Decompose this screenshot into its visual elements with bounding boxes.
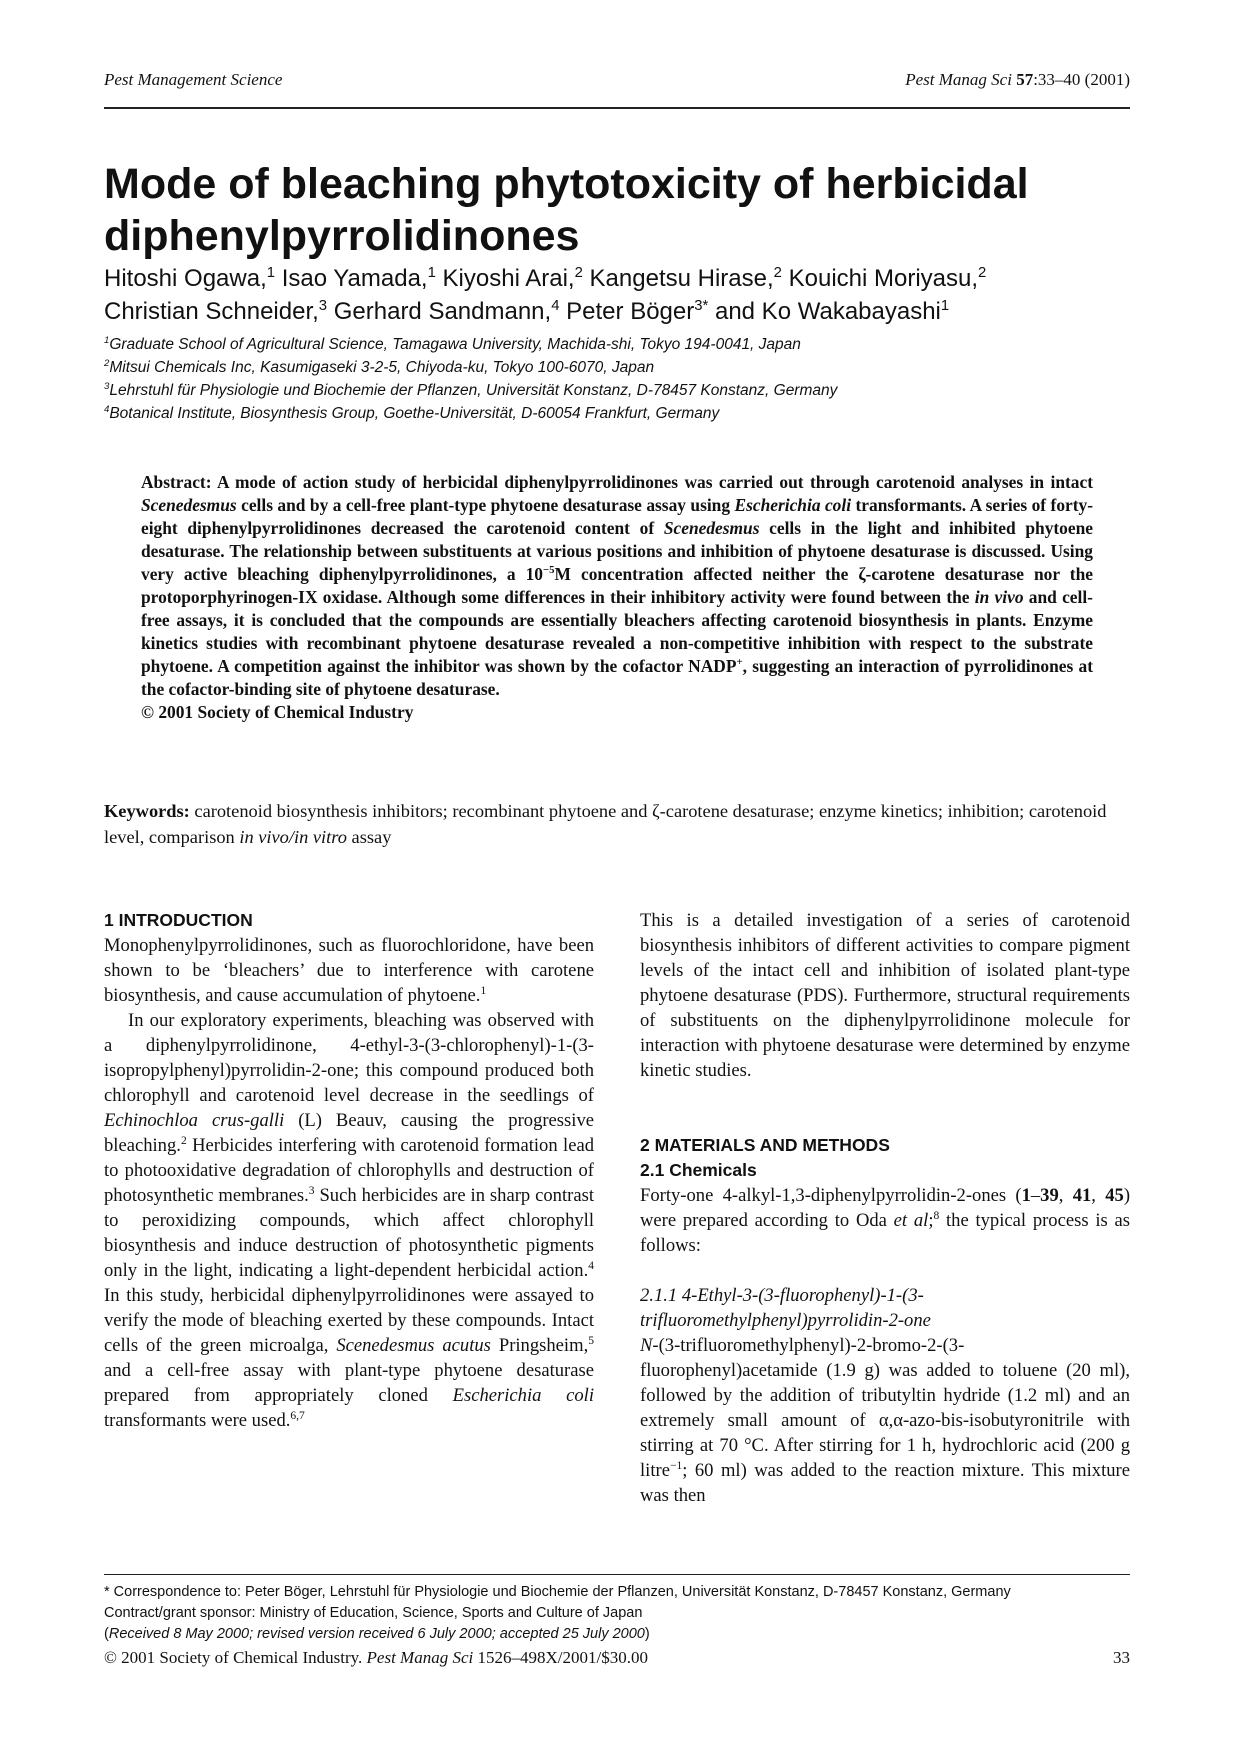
- author: Hitoshi Ogawa,$^1$: [104, 265, 276, 292]
- journal-name: Pest Management Science: [104, 70, 283, 89]
- author: Gerhard Sandmann,$^4$: [333, 298, 560, 325]
- footnotes: [104, 1582, 1130, 1645]
- abstract-copyright: © 2001 Society of Chemical Industry: [141, 702, 414, 722]
- author: Kouichi Moriyasu,$^2$: [788, 265, 987, 292]
- affiliations: [104, 333, 1130, 425]
- author-list: [104, 262, 1130, 328]
- affiliation: $^1$Graduate School of Agricultural Science, Tamagawa University, Machida-shi, Tokyo 194-0041, Japan: [104, 334, 801, 353]
- affiliation: $^2$Mitsui Chemicals Inc, Kasumigaseki 3-2-5, Chiyoda-ku, Tokyo 100-6070, Japan: [104, 357, 655, 376]
- affiliation: $^3$Lehrstuhl für Physiologie und Biochemie der Pflanzen, Universität Konstanz, D-78457 Konstanz, Germany: [104, 380, 838, 399]
- keywords-label: Keywords:: [104, 801, 190, 821]
- affiliation: $^4$Botanical Institute, Biosynthesis Group, Goethe-Universität, D-60054 Frankfurt, Germany: [104, 403, 720, 422]
- left-column: [104, 908, 594, 1433]
- author: Isao Yamada,$^1$: [281, 265, 436, 292]
- abstract-text: Abstract: A mode of action study of herbicidal diphenylpyrrolidinones was carried out through carotenoid analyses in intact Scenedesmus cells and by a cell-free plant-type phytoene desaturase assay using Escherichia coli transformants. A series of forty-eight diphenylpyrrolidinones decreased the carotenoid content of Scenedesmus cells in the light and inhibited phytoene desaturase. The relationship between substituents at various positions and inhibition of phytoene desaturase is discussed. Using very active bleaching diphenylpyrrolidinones, a $10^{-5}M$ concentration affected neither the ζ-carotene desaturase nor the protoporphyrinogen-IX oxidase. Although some differences in their inhibitory activity were found between the in vivo and cell-free assays, it is concluded that the compounds are essentially bleachers affecting carotenoid biosynthesis in plants. Enzyme kinetics studies with recombinant phytoene desaturase revealed a non-competitive inhibition with respect to the substrate phytoene. A competition against the inhibitor was shown by the cofactor NADP+, suggesting an interaction of pyrrolidinones at the cofactor-binding site of phytoene desaturase.: [141, 472, 1094, 699]
- author: Kangetsu Hirase,$^2$: [589, 265, 782, 292]
- author: Kiyoshi Arai,$^2$: [442, 265, 583, 292]
- grant-note: Contract/grant sponsor: Ministry of Education, Science, Sports and Culture of Japan: [104, 1605, 643, 1621]
- correspondence-note: * Correspondence to: Peter Böger, Lehrstuhl für Physiologie und Biochemie der Pflanzen, Universität Konstanz, D-78457 Konstanz, Germany: [104, 1584, 1011, 1600]
- intro-paragraph-1: Monophenylpyrrolidinones, such as fluorochloridone, have been shown to be ‘bleachers’ due to interference with carotene biosynthesis, and cause accumulation of phytoene.$^1$: [104, 935, 594, 1006]
- subsection-heading-chemicals: 2.1 Chemicals: [640, 1160, 757, 1180]
- intro-paragraph-2: In our exploratory experiments, bleaching was observed with a diphenylpyrrolidinone, 4-ethyl-3-(3-chlorophenyl)-1-(3-isopropylphenyl)pyrrolidin-2-one; this compound produced both chlorophyll and carotenoid level decrease in the seedlings of Echinochloa crus-galli (L) Beauv, causing the progressive bleaching.$^2$ Herbicides interfering with carotenoid formation lead to photooxidative degradation of chlorophylls and destruction of photosynthetic membranes.$^3$ Such herbicides are in sharp contrast to peroxidizing compounds, which affect chlorophyll biosynthesis and induce destruction of photosynthetic pigments only in the light, indicating a light-dependent herbicidal action.$^4$ In this study, herbicidal diphenylpyrrolidinones were assayed to verify the mode of bleaching exerted by these compounds. Intact cells of the green microalga, Scenedesmus acutus Pringsheim,$^5$ and a cell-free assay with plant-type phytoene desaturase prepared from appropriately cloned Escherichia coli transformants were used.$^{6,7}$: [104, 1010, 594, 1431]
- header-rule: [104, 107, 1130, 109]
- article-title: Mode of bleaching phytotoxicity of herbicidal diphenylpyrrolidinones: [104, 160, 1029, 260]
- author: Christian Schneider,$^3$: [104, 298, 328, 325]
- abstract: [141, 471, 1093, 724]
- subsubsection-heading: 2.1.1 4-Ethyl-3-(3-fluorophenyl)-1-(3-trifluoromethylphenyl)pyrrolidin-2-one: [640, 1285, 931, 1331]
- author: Peter Böger$^{3*}$: [566, 298, 709, 325]
- intro-paragraph-3: This is a detailed investigation of a series of carotenoid biosynthesis inhibitors of different activities to compare pigment levels of the intact cell and inhibition of isolated plant-type phytoene desaturase (PDS). Furthermore, structural requirements of substituents on the diphenylpyrrolidinone molecule for interaction with phytoene desaturase were determined by enzyme kinetic studies.: [640, 910, 1130, 1081]
- section-heading-introduction: 1 INTRODUCTION: [104, 910, 253, 930]
- section-heading-methods: 2 MATERIALS AND METHODS: [640, 1135, 890, 1155]
- footer-citation: © 2001 Society of Chemical Industry. Pest Manag Sci 1526–498X/2001/$30.00: [104, 1648, 648, 1667]
- citation: Pest Manag Sci 57:33–40 (2001): [905, 70, 1130, 89]
- keywords: Keywords: carotenoid biosynthesis inhibitors; recombinant phytoene and ζ-carotene desaturase; enzyme kinetics; inhibition; carotenoid level, comparison in vivo/in vitro assay: [104, 801, 1107, 847]
- received-note: (Received 8 May 2000; revised version received 6 July 2000; accepted 25 July 2000): [104, 1626, 650, 1642]
- author: and Ko Wakabayashi$^1$: [714, 298, 950, 325]
- methods-paragraph-1: Forty-one 4-alkyl-1,3-diphenylpyrrolidin-2-ones (1–39, 41, 45) were prepared according to Oda et al;$^8$ the typical process is as follows:: [640, 1185, 1131, 1256]
- page-number: 33: [1113, 1648, 1130, 1667]
- methods-paragraph-2: N-(3-trifluoromethylphenyl)-2-bromo-2-(3-fluorophenyl)acetamide (1.9 g) was added to toluene (20 ml), followed by the addition of tributyltin hydride (1.2 ml) and an extremely small amount of α,α-azo-bis-isobutyronitrile with stirring at 70 °C. After stirring for 1 h, hydrochloric acid (200 g litre$^{-1}$; 60 ml) was added to the reaction mixture. This mixture was then: [640, 1335, 1130, 1506]
- footnote-rule: [104, 1574, 1130, 1575]
- right-column: [640, 908, 1130, 1508]
- running-header: [104, 70, 1130, 94]
